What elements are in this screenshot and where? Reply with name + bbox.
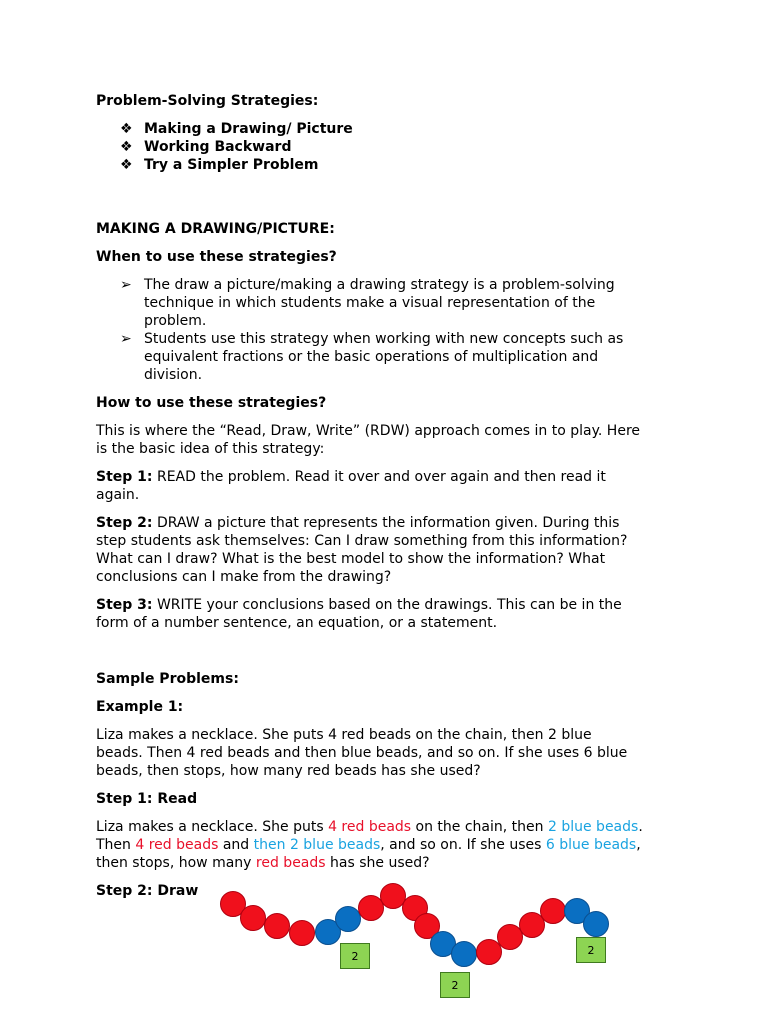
step-3-paragraph [96, 596, 622, 614]
step-1-paragraph [96, 468, 606, 486]
step-label: Step 3: [96, 597, 153, 613]
when-item-line: division. [144, 367, 203, 383]
blue-highlight: 2 blue beads [547, 819, 639, 835]
plain-text: , [636, 837, 641, 853]
plain-text: on the chain, then [411, 819, 548, 835]
when-heading: When to use these strategies? [96, 249, 337, 265]
plain-text: . [638, 819, 643, 835]
step-text: READ the problem. Read it over and over again and then read it [152, 469, 606, 485]
step-text-line: again. [96, 487, 140, 503]
read-text-line [96, 818, 643, 836]
step-text-line: conclusions can I make from the drawing? [96, 569, 392, 585]
group-count-label: 2 [340, 943, 370, 969]
when-item-line: Students use this strategy when working with new concepts such as [144, 331, 624, 347]
draw-step-heading: Step 2: Draw [96, 883, 199, 899]
when-item-line: The draw a picture/making a drawing strategy is a problem-solving [144, 277, 615, 293]
step-text-line: form of a number sentence, an equation, or a statement. [96, 615, 498, 631]
section-heading-making-drawing: MAKING A DRAWING/PICTURE: [96, 221, 335, 237]
plain-text: has she used? [325, 855, 430, 871]
when-item-line: problem. [144, 313, 207, 329]
how-intro-line: This is where the “Read, Draw, Write” (RDW) approach comes in to play. Here [96, 423, 641, 439]
step-label: Step 2: [96, 515, 153, 531]
step-text-line: What can I draw? What is the best model to show the information? What [96, 551, 606, 567]
red-highlight: 4 red beads [135, 837, 219, 853]
arrow-bullet-icon: ➢ [120, 331, 132, 347]
strategy-item: Try a Simpler Problem [144, 157, 319, 173]
blue-highlight: then 2 blue beads [253, 837, 381, 853]
read-text-line [96, 854, 430, 872]
red-highlight: red beads [255, 855, 326, 871]
plain-text: Then [96, 837, 136, 853]
red-highlight: 4 red beads [328, 819, 412, 835]
diamond-bullet-icon: ❖ [120, 157, 133, 173]
plain-text: , and so on. If she uses [380, 837, 546, 853]
group-count-label: 2 [576, 937, 606, 963]
step-label: Step 1: [96, 469, 153, 485]
red-bead [240, 905, 266, 931]
plain-text: then stops, how many [96, 855, 256, 871]
read-step-heading: Step 1: Read [96, 791, 198, 807]
diamond-bullet-icon: ❖ [120, 121, 133, 137]
how-intro-line: is the basic idea of this strategy: [96, 441, 325, 457]
how-heading: How to use these strategies? [96, 395, 327, 411]
step-text-line: step students ask themselves: Can I draw something from this information? [96, 533, 628, 549]
plain-text: Liza makes a necklace. She puts [96, 819, 329, 835]
sample-problems-heading: Sample Problems: [96, 671, 239, 687]
when-item-line: equivalent fractions or the basic operations of multiplication and [144, 349, 599, 365]
step-2-paragraph [96, 514, 619, 532]
blue-bead [583, 911, 609, 937]
step-text: DRAW a picture that represents the information given. During this [152, 515, 620, 531]
when-item-line: technique in which students make a visual representation of the [144, 295, 596, 311]
problem-line: beads. Then 4 red beads and then blue beads, and so on. If she uses 6 blue [96, 745, 628, 761]
diamond-bullet-icon: ❖ [120, 139, 133, 155]
red-bead [289, 920, 315, 946]
problem-line: beads, then stops, how many red beads has she used? [96, 763, 481, 779]
example-heading: Example 1: [96, 699, 184, 715]
blue-bead [451, 941, 477, 967]
step-text: WRITE your conclusions based on the drawings. This can be in the [152, 597, 622, 613]
blue-bead [335, 906, 361, 932]
red-bead [264, 913, 290, 939]
problem-line: Liza makes a necklace. She puts 4 red beads on the chain, then 2 blue [96, 727, 592, 743]
strategy-item: Working Backward [144, 139, 292, 155]
arrow-bullet-icon: ➢ [120, 277, 132, 293]
read-text-line [96, 836, 641, 854]
strategy-item: Making a Drawing/ Picture [144, 121, 353, 137]
strategies-heading: Problem-Solving Strategies: [96, 93, 319, 109]
blue-highlight: 6 blue beads [545, 837, 637, 853]
plain-text: and [218, 837, 254, 853]
red-bead [540, 898, 566, 924]
group-count-label: 2 [440, 972, 470, 998]
